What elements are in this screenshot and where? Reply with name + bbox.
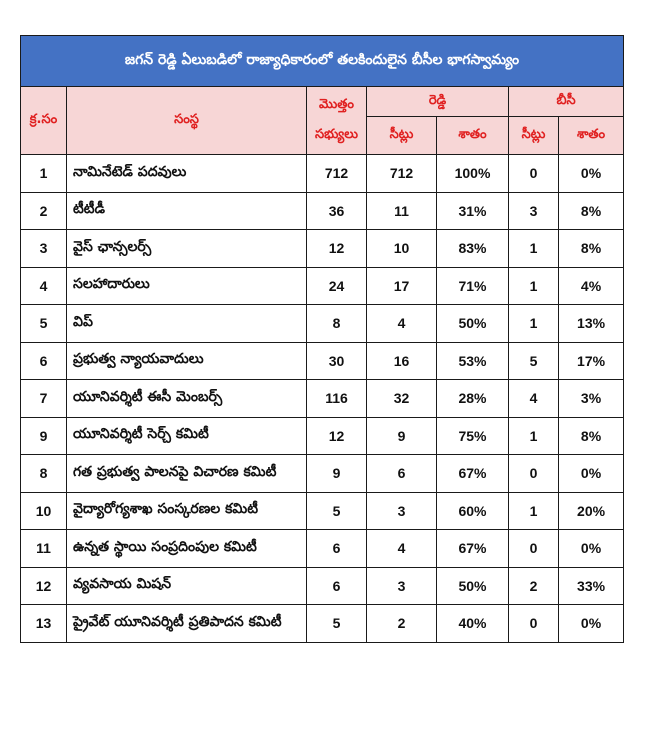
cell-bc-seats: 1	[509, 230, 559, 268]
bc-participation-table	[20, 35, 624, 643]
cell-organization: సలహాదారులు	[67, 267, 307, 305]
header-total-line2: సభ్యులు	[315, 126, 358, 142]
cell-organization: ఉన్నత స్థాయి సంప్రదింపుల కమిటీ	[67, 530, 307, 568]
table-row	[21, 230, 624, 268]
cell-bc-percent: 17%	[559, 342, 624, 380]
table-row	[21, 380, 624, 418]
cell-total: 116	[307, 380, 367, 418]
table-row	[21, 455, 624, 493]
cell-total: 12	[307, 230, 367, 268]
cell-bc-seats: 1	[509, 417, 559, 455]
cell-bc-percent: 3%	[559, 380, 624, 418]
cell-serial: 8	[21, 455, 67, 493]
cell-bc-seats: 4	[509, 380, 559, 418]
table-row	[21, 342, 624, 380]
cell-reddy-percent: 60%	[437, 492, 509, 530]
cell-reddy-seats: 10	[367, 230, 437, 268]
table-title: జగన్ రెడ్డి ఏలుబడిలో రాజ్యాధికారంలో తలకిందులైన బీసీల భాగస్వామ్యం	[21, 36, 624, 87]
cell-reddy-percent: 100%	[437, 155, 509, 193]
cell-bc-percent: 13%	[559, 305, 624, 343]
cell-bc-seats: 0	[509, 530, 559, 568]
cell-serial: 1	[21, 155, 67, 193]
cell-serial: 2	[21, 192, 67, 230]
table-row	[21, 492, 624, 530]
cell-organization: గత ప్రభుత్వ పాలనపై విచారణ కమిటీ	[67, 455, 307, 493]
cell-reddy-seats: 9	[367, 417, 437, 455]
cell-reddy-seats: 3	[367, 492, 437, 530]
header-reddy: రెడ్డి	[367, 87, 509, 117]
cell-bc-seats: 3	[509, 192, 559, 230]
cell-bc-seats: 1	[509, 267, 559, 305]
cell-reddy-percent: 28%	[437, 380, 509, 418]
cell-total: 5	[307, 605, 367, 643]
cell-total: 24	[307, 267, 367, 305]
cell-bc-percent: 8%	[559, 417, 624, 455]
cell-total: 9	[307, 455, 367, 493]
cell-organization: విప్	[67, 305, 307, 343]
cell-total: 6	[307, 567, 367, 605]
cell-serial: 12	[21, 567, 67, 605]
cell-bc-seats: 0	[509, 455, 559, 493]
cell-bc-seats: 5	[509, 342, 559, 380]
cell-reddy-seats: 3	[367, 567, 437, 605]
cell-reddy-seats: 4	[367, 305, 437, 343]
cell-total: 712	[307, 155, 367, 193]
table-row	[21, 155, 624, 193]
cell-bc-percent: 8%	[559, 230, 624, 268]
cell-total: 36	[307, 192, 367, 230]
table-row	[21, 567, 624, 605]
cell-total: 6	[307, 530, 367, 568]
cell-reddy-percent: 53%	[437, 342, 509, 380]
cell-bc-percent: 4%	[559, 267, 624, 305]
cell-bc-percent: 0%	[559, 455, 624, 493]
table-row	[21, 192, 624, 230]
cell-bc-seats: 1	[509, 492, 559, 530]
cell-organization: యూనివర్శిటీ సెర్చ్ కమిటీ	[67, 417, 307, 455]
header-serial: క్ర.సం	[21, 87, 67, 155]
cell-organization: వైద్యారోగ్యశాఖ సంస్కరణల కమిటీ	[67, 492, 307, 530]
cell-serial: 11	[21, 530, 67, 568]
cell-total: 5	[307, 492, 367, 530]
cell-organization: టీటీడీ	[67, 192, 307, 230]
cell-serial: 4	[21, 267, 67, 305]
cell-serial: 6	[21, 342, 67, 380]
header-bc: బీసీ	[509, 87, 624, 117]
table-row	[21, 417, 624, 455]
header-reddy-seats: సీట్లు	[367, 117, 437, 155]
cell-total: 12	[307, 417, 367, 455]
cell-bc-seats: 0	[509, 605, 559, 643]
header-bc-seats: సీట్లు	[509, 117, 559, 155]
cell-reddy-seats: 32	[367, 380, 437, 418]
cell-bc-percent: 20%	[559, 492, 624, 530]
cell-organization: వైస్ ఛాన్సలర్స్	[67, 230, 307, 268]
table-row	[21, 305, 624, 343]
cell-serial: 3	[21, 230, 67, 268]
cell-bc-percent: 33%	[559, 567, 624, 605]
cell-serial: 7	[21, 380, 67, 418]
cell-organization: నామినేటెడ్ పదవులు	[67, 155, 307, 193]
cell-organization: యూనివర్శిటీ ఈసీ మెంబర్స్	[67, 380, 307, 418]
cell-bc-seats: 2	[509, 567, 559, 605]
cell-total: 30	[307, 342, 367, 380]
cell-reddy-seats: 2	[367, 605, 437, 643]
table-body	[21, 155, 624, 643]
cell-reddy-percent: 50%	[437, 305, 509, 343]
cell-serial: 13	[21, 605, 67, 643]
cell-reddy-seats: 6	[367, 455, 437, 493]
cell-total: 8	[307, 305, 367, 343]
cell-organization: ప్రైవేట్ యూనివర్శిటీ ప్రతిపాదన కమిటీ	[67, 605, 307, 643]
cell-organization: ప్రభుత్వ న్యాయవాదులు	[67, 342, 307, 380]
cell-serial: 10	[21, 492, 67, 530]
cell-reddy-percent: 83%	[437, 230, 509, 268]
cell-reddy-percent: 75%	[437, 417, 509, 455]
cell-reddy-percent: 67%	[437, 455, 509, 493]
cell-reddy-seats: 16	[367, 342, 437, 380]
cell-reddy-seats: 17	[367, 267, 437, 305]
table-row	[21, 605, 624, 643]
cell-serial: 5	[21, 305, 67, 343]
cell-reddy-seats: 11	[367, 192, 437, 230]
cell-reddy-percent: 71%	[437, 267, 509, 305]
cell-reddy-percent: 50%	[437, 567, 509, 605]
cell-bc-seats: 1	[509, 305, 559, 343]
header-organization: సంస్థ	[67, 87, 307, 155]
header-total-line1: మొత్తం	[319, 96, 354, 112]
table-row	[21, 267, 624, 305]
cell-bc-seats: 0	[509, 155, 559, 193]
cell-reddy-percent: 67%	[437, 530, 509, 568]
cell-reddy-percent: 31%	[437, 192, 509, 230]
cell-reddy-percent: 40%	[437, 605, 509, 643]
cell-bc-percent: 0%	[559, 155, 624, 193]
cell-serial: 9	[21, 417, 67, 455]
cell-reddy-seats: 712	[367, 155, 437, 193]
cell-bc-percent: 0%	[559, 605, 624, 643]
header-bc-percent: శాతం	[559, 117, 624, 155]
cell-bc-percent: 0%	[559, 530, 624, 568]
data-table-container	[20, 35, 623, 643]
header-reddy-percent: శాతం	[437, 117, 509, 155]
cell-organization: వ్యవసాయ మిషన్	[67, 567, 307, 605]
header-total-members	[307, 87, 367, 155]
table-row	[21, 530, 624, 568]
cell-reddy-seats: 4	[367, 530, 437, 568]
cell-bc-percent: 8%	[559, 192, 624, 230]
